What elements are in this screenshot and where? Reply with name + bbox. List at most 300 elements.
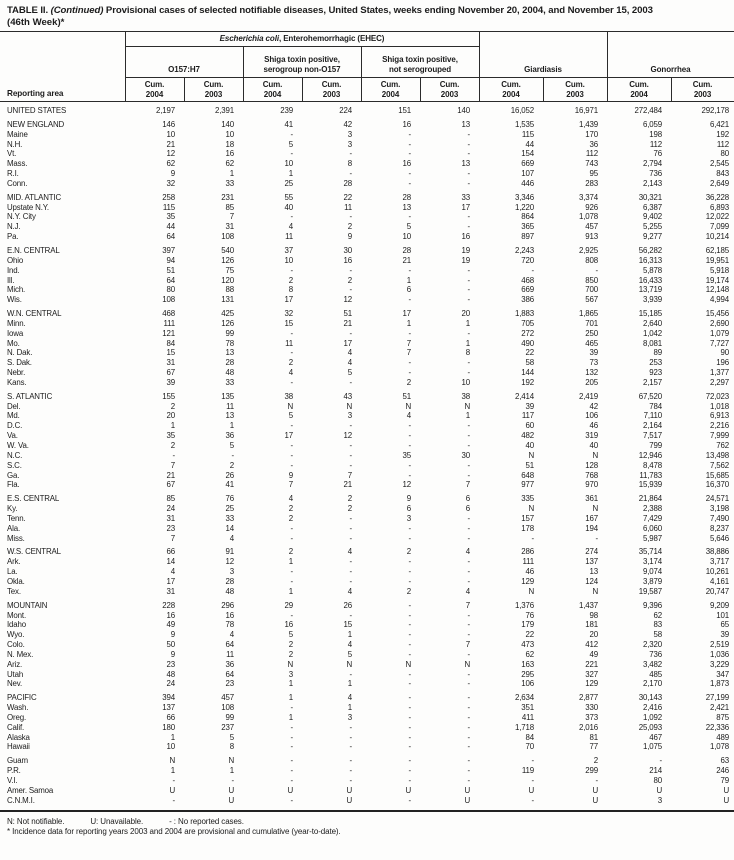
value-cell: 648 <box>521 470 534 480</box>
value-cell: 89 <box>653 348 663 358</box>
value-cell: 108 <box>221 232 234 242</box>
value-cell: 22 <box>343 192 352 202</box>
value-cell: 40 <box>525 441 534 450</box>
value-cell: 39 <box>525 401 534 411</box>
value-cell: 2,243 <box>515 245 534 255</box>
value-cell: 17 <box>402 309 411 319</box>
value-cell: - <box>467 776 470 785</box>
reporting-area-cell: Fla. <box>7 480 20 490</box>
value-cell: - <box>467 139 470 149</box>
value-cell: - <box>349 149 352 159</box>
value-cell: 4,161 <box>710 576 730 586</box>
value-cell: - <box>467 431 470 441</box>
value-cell: 1 <box>288 693 293 703</box>
value-cell: - <box>595 533 599 543</box>
subgroup-line-1: Shiga toxin positive, <box>382 55 458 64</box>
value-cell: - <box>408 776 411 785</box>
value-cell: - <box>479 796 543 811</box>
value-cell: 14 <box>166 557 175 567</box>
value-cell: 228 <box>162 600 175 610</box>
value-cell: 98 <box>589 610 599 620</box>
value-cell: N <box>528 586 534 596</box>
value-cell: 15 <box>284 318 293 328</box>
reporting-area-cell: Minn. <box>7 318 26 328</box>
value-cell: - <box>467 649 470 659</box>
value-cell: 1,018 <box>710 401 730 411</box>
reporting-area-cell: Mich. <box>7 285 26 295</box>
value-cell: 9 <box>347 232 352 242</box>
value-cell: 9,396 <box>643 600 663 610</box>
value-cell: N <box>169 756 175 766</box>
value-cell: 2,391 <box>215 106 234 115</box>
value-cell: 4 <box>229 533 234 543</box>
table-row <box>0 490 734 504</box>
value-cell: 295 <box>521 669 534 679</box>
value-cell: 2,545 <box>710 159 730 169</box>
value-cell: 33 <box>461 192 470 202</box>
value-cell: 29 <box>284 600 293 610</box>
value-cell: - <box>467 693 470 703</box>
title-line-2: (46th Week)* <box>7 16 65 28</box>
value-cell: 465 <box>585 338 599 348</box>
reporting-area-cell: Upstate N.Y. <box>7 202 49 212</box>
value-cell: 231 <box>221 192 234 202</box>
value-cell: 221 <box>585 659 599 669</box>
value-cell: 3 <box>406 513 411 523</box>
table-row <box>0 679 734 689</box>
value-cell: - <box>467 178 470 188</box>
reporting-area-cell: Amer. Samoa <box>7 785 54 795</box>
value-cell: 9 <box>406 494 411 504</box>
reporting-area-cell: V.I. <box>7 776 18 785</box>
cum-col-header: Cum. 2004 <box>125 78 184 102</box>
value-cell: - <box>467 275 470 285</box>
value-cell: 669 <box>521 285 534 295</box>
value-cell: 299 <box>585 766 599 776</box>
value-cell: U <box>464 785 470 795</box>
value-cell: 5,255 <box>643 222 663 232</box>
value-cell: 28 <box>343 178 352 188</box>
value-cell: 736 <box>649 169 663 179</box>
value-cell: - <box>408 460 411 470</box>
value-cell: 55 <box>284 192 293 202</box>
value-cell: 83 <box>653 620 663 630</box>
value-cell: 9 <box>170 649 175 659</box>
value-cell: - <box>408 576 411 586</box>
value-cell: 76 <box>525 610 534 620</box>
table-row <box>0 640 734 650</box>
value-cell: - <box>467 358 470 368</box>
value-cell: N <box>592 504 599 514</box>
table-row <box>0 411 734 421</box>
reporting-area-cell: R.I. <box>7 169 19 179</box>
value-cell: - <box>290 328 293 338</box>
value-cell: 78 <box>225 620 234 630</box>
value-cell: 28 <box>225 576 234 586</box>
value-cell: - <box>408 742 411 752</box>
value-cell: 38 <box>284 391 293 401</box>
cum-col-header: Cum. 2003 <box>184 78 243 102</box>
legend-no-reported-cases: - : No reported cases. <box>169 816 244 826</box>
value-cell: - <box>290 703 293 713</box>
value-cell: 2 <box>170 441 175 450</box>
value-cell: 119 <box>521 766 534 776</box>
value-cell: 129 <box>585 679 599 689</box>
value-cell: 2 <box>288 513 293 523</box>
value-cell: 7 <box>406 348 411 358</box>
value-cell: 108 <box>162 295 175 305</box>
value-cell: - <box>349 756 352 766</box>
reporting-area-cell: Pa. <box>7 232 19 242</box>
reporting-area-cell: Hawaii <box>7 742 30 752</box>
reporting-area-cell: Tenn. <box>7 513 26 523</box>
value-cell: N <box>405 659 411 669</box>
value-cell: 157 <box>521 513 534 523</box>
value-cell: 7,490 <box>710 513 730 523</box>
value-cell: 16,370 <box>705 480 730 490</box>
value-cell: - <box>467 295 470 305</box>
value-cell: - <box>531 533 534 543</box>
value-cell: - <box>408 441 411 450</box>
value-cell: - <box>408 328 411 338</box>
value-cell: 2,877 <box>579 693 599 703</box>
value-cell: - <box>467 328 470 338</box>
value-cell: 31 <box>166 513 175 523</box>
value-cell: 292,178 <box>701 106 730 115</box>
value-cell: - <box>125 796 184 811</box>
value-cell: 91 <box>225 547 234 557</box>
value-cell: 41 <box>284 119 293 129</box>
value-cell: 3 <box>347 712 352 722</box>
value-cell: 1,718 <box>515 722 534 732</box>
reporting-area-cell: Idaho <box>7 620 26 630</box>
value-cell: 15,185 <box>638 309 663 319</box>
reporting-area-cell: Nebr. <box>7 368 26 378</box>
value-cell: 6 <box>406 504 411 514</box>
value-cell: - <box>361 796 420 811</box>
table-row <box>0 179 734 189</box>
value-cell: 1,437 <box>579 600 599 610</box>
table-body <box>0 102 734 811</box>
gonorrhea-group-header: Gonorrhea <box>607 32 734 78</box>
value-cell: 2,197 <box>156 106 175 115</box>
value-cell: 24 <box>166 679 175 689</box>
value-cell: 2 <box>347 494 352 504</box>
value-cell: 1,439 <box>579 119 599 129</box>
table-row <box>0 305 734 319</box>
value-cell: U <box>420 796 479 811</box>
value-cell: 14 <box>225 523 234 533</box>
value-cell: 4 <box>347 547 352 557</box>
table-row <box>0 295 734 305</box>
value-cell: 2,016 <box>579 722 599 732</box>
value-cell: - <box>467 460 470 470</box>
value-cell: 224 <box>339 106 352 115</box>
table-row <box>0 242 734 256</box>
table-row <box>0 587 734 597</box>
value-cell: 35 <box>166 431 175 441</box>
value-cell: 95 <box>589 169 599 179</box>
value-cell: 457 <box>585 222 599 232</box>
reporting-area-cell: Alaska <box>7 732 30 742</box>
value-cell: - <box>349 557 352 567</box>
value-cell: - <box>408 523 411 533</box>
value-cell: 3,346 <box>515 192 534 202</box>
value-cell: 151 <box>398 106 411 115</box>
value-cell: 13 <box>402 202 411 212</box>
value-cell: 12 <box>343 431 352 441</box>
value-cell: 36 <box>225 431 234 441</box>
value-cell: 239 <box>280 106 293 115</box>
value-cell: 42 <box>343 119 352 129</box>
value-cell: 468 <box>521 275 534 285</box>
value-cell: U <box>543 796 607 811</box>
table-row <box>0 421 734 431</box>
reporting-area-cell: N.C. <box>7 450 23 460</box>
value-cell: 8,478 <box>643 460 663 470</box>
value-cell: - <box>467 576 470 586</box>
value-cell: 4 <box>288 494 293 504</box>
value-cell: 2,634 <box>515 693 534 703</box>
value-cell: - <box>408 600 411 610</box>
value-cell: 7,999 <box>710 431 730 441</box>
value-cell: 33 <box>225 377 234 387</box>
value-cell: - <box>467 470 470 480</box>
value-cell: 3 <box>347 139 352 149</box>
ehec-rest-label: , Enterohemorrhagic (EHEC) <box>278 34 385 44</box>
value-cell: 16,433 <box>638 275 663 285</box>
value-cell: - <box>290 756 293 766</box>
value-cell: 467 <box>649 732 663 742</box>
ehec-italic-label: Escherichia coli <box>219 34 279 44</box>
table-row <box>0 471 734 481</box>
value-cell: - <box>408 649 411 659</box>
footnotes <box>0 812 734 838</box>
value-cell: 131 <box>221 295 234 305</box>
value-cell: - <box>467 368 470 378</box>
value-cell: 17 <box>461 202 470 212</box>
table-row <box>0 733 734 743</box>
value-cell: 192 <box>521 377 534 387</box>
value-cell: 85 <box>166 494 175 504</box>
value-cell: 8,237 <box>710 523 730 533</box>
value-cell: 5 <box>288 139 293 149</box>
value-cell: 489 <box>716 732 730 742</box>
table-row <box>0 461 734 471</box>
value-cell: 7 <box>170 460 175 470</box>
value-cell: 26 <box>225 470 234 480</box>
value-cell: 1 <box>229 421 234 431</box>
value-cell: 111 <box>522 557 534 567</box>
value-cell: 567 <box>585 295 599 305</box>
value-cell: 1 <box>288 712 293 722</box>
value-cell: 115 <box>162 202 175 212</box>
value-cell: 16,313 <box>638 255 663 265</box>
value-cell: - <box>290 776 293 785</box>
value-cell: 3,879 <box>643 576 663 586</box>
value-cell: 19,951 <box>705 255 730 265</box>
cum-col-header: Cum. 2004 <box>479 78 543 102</box>
value-cell: 2,794 <box>643 159 663 169</box>
value-cell: 22 <box>525 630 534 640</box>
value-cell: - <box>349 328 352 338</box>
value-cell: 2 <box>347 504 352 514</box>
value-cell: 7,429 <box>643 513 663 523</box>
value-cell: N <box>592 450 599 460</box>
value-cell: 237 <box>221 722 234 732</box>
value-cell: - <box>467 722 470 732</box>
table-row <box>0 504 734 514</box>
value-cell: 11 <box>226 649 234 659</box>
value-cell: - <box>290 766 293 776</box>
value-cell: - <box>467 149 470 159</box>
value-cell: 13 <box>461 159 470 169</box>
value-cell: 2,690 <box>710 318 730 328</box>
value-cell: 62,185 <box>705 245 730 255</box>
reporting-area-cell: Ark. <box>7 557 21 567</box>
value-cell: 20 <box>166 411 175 421</box>
value-cell: 2 <box>288 504 293 514</box>
value-cell: 112 <box>716 139 730 149</box>
table-row <box>0 742 734 752</box>
table-row <box>0 451 734 461</box>
reporting-area-cell: Conn. <box>7 178 28 188</box>
value-cell: N <box>287 659 293 669</box>
value-cell: 19 <box>461 255 470 265</box>
legend-unavailable: U: Unavailable. <box>90 816 144 826</box>
value-cell: 5 <box>347 368 352 378</box>
value-cell: 154 <box>521 149 534 159</box>
table-row <box>0 752 734 766</box>
value-cell: 126 <box>221 255 234 265</box>
value-cell: N <box>528 504 534 514</box>
value-cell: 25,093 <box>638 722 663 732</box>
reporting-area-cell: W.S. CENTRAL <box>7 547 61 557</box>
value-cell: 16,052 <box>510 106 534 115</box>
reporting-area-cell: S. ATLANTIC <box>7 391 53 401</box>
value-cell: 36 <box>225 659 234 669</box>
value-cell: 17 <box>284 431 293 441</box>
value-cell: - <box>349 576 352 586</box>
value-cell: 1,535 <box>515 119 534 129</box>
value-cell: 18 <box>225 139 234 149</box>
value-cell: - <box>408 295 411 305</box>
value-cell: 42 <box>589 401 599 411</box>
value-cell: 850 <box>585 275 599 285</box>
value-cell: 108 <box>221 703 234 713</box>
value-cell: 38,886 <box>705 547 730 557</box>
value-cell: - <box>349 776 352 785</box>
table-row <box>0 567 734 577</box>
table-header <box>0 32 734 102</box>
value-cell: 1 <box>406 275 411 285</box>
value-cell: 5,918 <box>710 265 730 275</box>
table-row <box>0 169 734 179</box>
value-cell: 4 <box>347 640 352 650</box>
value-cell: 669 <box>521 159 534 169</box>
value-cell: 490 <box>521 338 534 348</box>
table-row <box>0 378 734 388</box>
value-cell: - <box>467 756 470 766</box>
value-cell: 72,023 <box>705 391 730 401</box>
value-cell: - <box>290 129 293 139</box>
value-cell: 38 <box>461 391 470 401</box>
value-cell: 11 <box>285 338 293 348</box>
value-cell: 540 <box>221 245 234 255</box>
value-cell: 327 <box>585 669 599 679</box>
title-line-1 <box>7 5 730 17</box>
reporting-area-cell: PACIFIC <box>7 693 37 703</box>
table-row <box>0 116 734 130</box>
value-cell: 80 <box>653 776 663 785</box>
value-cell: 9 <box>170 169 175 179</box>
reporting-area-cell: Mont. <box>7 610 26 620</box>
value-cell: - <box>408 358 411 368</box>
reporting-area-cell: W. Va. <box>7 441 29 450</box>
value-cell: 923 <box>649 368 663 378</box>
reporting-area-cell: Miss. <box>7 533 25 543</box>
value-cell: - <box>408 212 411 222</box>
value-cell: - <box>349 377 352 387</box>
value-cell: 60 <box>525 421 534 431</box>
table-row <box>0 543 734 557</box>
value-cell: N <box>346 401 352 411</box>
value-cell: 126 <box>221 318 234 328</box>
reporting-area-cell: Oreg. <box>7 712 26 722</box>
value-cell: 1,075 <box>643 742 663 752</box>
value-cell: 335 <box>521 494 534 504</box>
value-cell: 24,571 <box>705 494 730 504</box>
value-cell: 39 <box>720 630 730 640</box>
value-cell: 482 <box>521 431 534 441</box>
value-cell: 67 <box>166 480 175 490</box>
value-cell: 16 <box>402 119 411 129</box>
value-cell: 9,402 <box>643 212 663 222</box>
value-cell: 3,717 <box>710 557 730 567</box>
value-cell: 117 <box>521 411 534 421</box>
value-cell: 457 <box>221 693 234 703</box>
value-cell: - <box>467 703 470 713</box>
value-cell: 10 <box>461 377 470 387</box>
value-cell: 3 <box>229 567 234 577</box>
value-cell: 10 <box>284 159 293 169</box>
value-cell: 5,646 <box>710 533 730 543</box>
value-cell: 2,414 <box>515 391 534 401</box>
value-cell: - <box>243 796 302 811</box>
value-cell: - <box>349 441 352 450</box>
table-row <box>0 339 734 349</box>
value-cell: 246 <box>716 766 730 776</box>
value-cell: 106 <box>521 679 534 689</box>
value-cell: U <box>671 796 734 811</box>
value-cell: 1,042 <box>643 328 663 338</box>
value-cell: 13 <box>589 567 599 577</box>
reporting-area-cell: W.N. CENTRAL <box>7 309 62 319</box>
value-cell: 196 <box>716 358 730 368</box>
value-cell: 44 <box>525 139 534 149</box>
o157h7-subgroup-header: O157:H7 <box>125 47 243 78</box>
value-cell: 51 <box>525 460 534 470</box>
value-cell: - <box>467 630 470 640</box>
cum-col-header: Cum. 2003 <box>302 78 361 102</box>
value-cell: - <box>349 285 352 295</box>
value-cell: 1 <box>347 630 352 640</box>
value-cell: 6 <box>465 494 470 504</box>
value-cell: 179 <box>521 620 534 630</box>
reporting-area-cell: Ala. <box>7 523 20 533</box>
value-cell: 31 <box>225 222 234 232</box>
table-row <box>0 796 734 811</box>
